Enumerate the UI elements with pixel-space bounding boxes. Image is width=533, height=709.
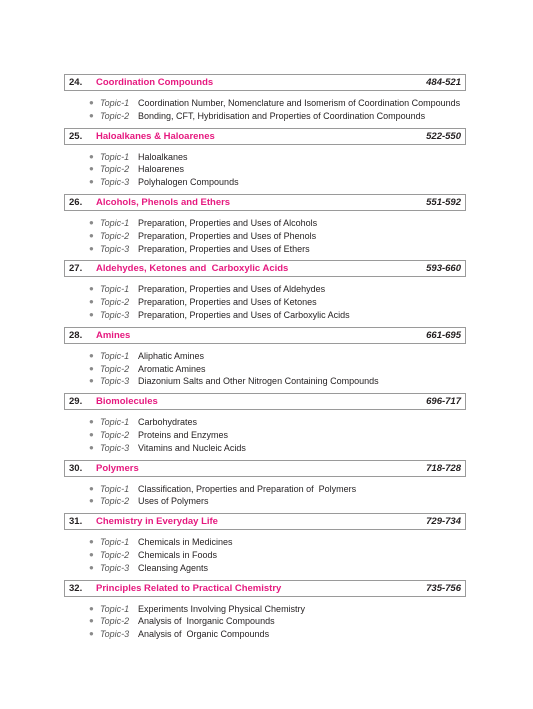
topic-text: Preparation, Properties and Uses of Aldehydes	[138, 284, 326, 295]
chapter-pages: 696-717	[426, 396, 461, 408]
bullet-icon: ●	[89, 429, 94, 439]
chapter-header[interactable]	[64, 513, 466, 530]
bullet-icon: ●	[89, 376, 94, 386]
topic-item	[89, 151, 466, 164]
topic-item	[89, 536, 466, 549]
chapter-header[interactable]	[64, 393, 466, 410]
chapter-header[interactable]	[64, 580, 466, 597]
topic-label: Topic-3	[100, 309, 130, 320]
topic-text: Aromatic Amines	[138, 363, 206, 374]
chapter-number: 28.	[69, 329, 83, 341]
bullet-icon: ●	[89, 177, 94, 187]
topic-list	[64, 283, 466, 321]
topic-item	[89, 442, 466, 455]
topic-label: Topic-1	[100, 98, 130, 108]
topic-text: Uses of Polymers	[138, 496, 209, 507]
topic-text: Coordination Number, Nomenclature and Isomerism of Coordination Compounds	[138, 98, 461, 108]
bullet-icon: ●	[89, 537, 94, 547]
chapter-25	[64, 128, 466, 189]
topic-label: Topic-1	[100, 417, 130, 428]
topic-item	[89, 363, 466, 376]
bullet-icon: ●	[89, 603, 94, 613]
chapter-pages: 593-660	[426, 263, 461, 275]
topic-item	[89, 230, 466, 243]
topic-item	[89, 628, 466, 641]
chapter-pages: 551-592	[426, 196, 461, 208]
chapter-title[interactable]: Haloalkanes & Haloarenes	[96, 130, 215, 142]
topic-item	[89, 350, 466, 363]
chapter-pages: 484-521	[426, 77, 461, 88]
chapter-number: 31.	[69, 516, 83, 528]
chapter-title[interactable]: Principles Related to Practical Chemistry	[96, 582, 282, 594]
topic-text: Bonding, CFT, Hybridisation and Properties of Coordination Compounds	[138, 110, 426, 121]
topic-text: Cleansing Agents	[138, 562, 209, 573]
topic-label: Topic-1	[100, 284, 130, 295]
topic-label: Topic-2	[100, 164, 130, 175]
topic-text: Preparation, Properties and Uses of Phenols	[138, 230, 317, 241]
chapter-pages: 729-734	[426, 516, 461, 528]
chapter-header[interactable]	[64, 74, 466, 91]
topic-text: Preparation, Properties and Uses of Ketones	[138, 297, 317, 308]
chapter-title[interactable]: Alcohols, Phenols and Ethers	[96, 196, 231, 208]
chapter-number: 27.	[69, 263, 83, 275]
topic-text: Aliphatic Amines	[138, 350, 205, 361]
topic-item	[89, 549, 466, 562]
topic-label: Topic-2	[100, 297, 130, 308]
bullet-icon: ●	[89, 243, 94, 253]
chapter-number: 32.	[69, 582, 83, 594]
chapter-header[interactable]	[64, 128, 466, 145]
bullet-icon: ●	[89, 483, 94, 493]
topic-label: Topic-1	[100, 483, 130, 494]
chapter-header[interactable]	[64, 460, 466, 477]
topic-text: Analysis of Inorganic Compounds	[138, 616, 275, 627]
bullet-icon: ●	[89, 562, 94, 572]
chapter-pages: 735-756	[426, 582, 461, 594]
topic-text: Classification, Properties and Preparation of Polymers	[138, 483, 357, 494]
bullet-icon: ●	[89, 496, 94, 506]
topic-text: Haloalkanes	[138, 151, 188, 162]
bullet-icon: ●	[89, 164, 94, 174]
topic-text: Chemicals in Foods	[138, 549, 218, 560]
topic-label: Topic-1	[100, 151, 130, 162]
topic-label: Topic-3	[100, 177, 130, 188]
table-of-contents	[64, 74, 466, 646]
bullet-icon: ●	[89, 309, 94, 319]
topic-item	[89, 603, 466, 616]
bullet-icon: ●	[89, 151, 94, 161]
topic-text: Preparation, Properties and Uses of Alcohols	[138, 217, 318, 228]
topic-label: Topic-1	[100, 603, 130, 614]
bullet-icon: ●	[89, 442, 94, 452]
topic-list	[64, 350, 466, 388]
chapter-title[interactable]: Polymers	[96, 462, 139, 474]
topic-item	[89, 495, 466, 508]
chapter-number: 29.	[69, 396, 83, 408]
chapter-31	[64, 513, 466, 574]
topic-label: Topic-1	[100, 350, 130, 361]
bullet-icon: ●	[89, 217, 94, 227]
topic-item	[89, 283, 466, 296]
topic-label: Topic-2	[100, 110, 130, 121]
topic-text: Proteins and Enzymes	[138, 429, 229, 440]
chapter-29	[64, 393, 466, 454]
topic-label: Topic-1	[100, 537, 130, 548]
topic-list	[64, 416, 466, 454]
bullet-icon: ●	[89, 284, 94, 294]
topic-label: Topic-3	[100, 442, 130, 453]
topic-text: Haloarenes	[138, 164, 185, 175]
topic-text: Vitamins and Nucleic Acids	[138, 442, 246, 453]
topic-item	[89, 483, 466, 496]
chapter-26	[64, 194, 466, 255]
chapter-title[interactable]: Amines	[96, 329, 131, 341]
chapter-title[interactable]: Biomolecules	[96, 396, 158, 408]
chapter-pages: 522-550	[426, 130, 461, 142]
chapter-header[interactable]	[64, 194, 466, 211]
topic-label: Topic-2	[100, 616, 130, 627]
chapter-pages: 718-728	[426, 462, 461, 474]
topic-list	[64, 536, 466, 574]
chapter-title[interactable]: Chemistry in Everyday Life	[96, 516, 218, 528]
bullet-icon: ●	[89, 549, 94, 559]
chapter-27	[64, 260, 466, 321]
topic-item	[89, 416, 466, 429]
chapter-title[interactable]: Aldehydes, Ketones and Carboxylic Acids	[96, 263, 289, 275]
bullet-icon: ●	[89, 297, 94, 307]
chapter-pages: 661-695	[426, 329, 461, 341]
topic-label: Topic-3	[100, 562, 130, 573]
topic-item	[89, 176, 466, 189]
topic-item	[89, 429, 466, 442]
topic-label: Topic-3	[100, 243, 130, 254]
chapter-32	[64, 580, 466, 641]
topic-item	[89, 309, 466, 322]
topic-text: Preparation, Properties and Uses of Carboxylic Acids	[138, 309, 350, 320]
bullet-icon: ●	[89, 98, 94, 107]
chapter-number: 30.	[69, 462, 83, 474]
topic-list	[64, 151, 466, 189]
topic-list	[64, 97, 466, 123]
chapter-number: 24.	[69, 77, 83, 88]
chapter-number: 25.	[69, 130, 83, 142]
bullet-icon: ●	[89, 110, 94, 120]
topic-item	[89, 163, 466, 176]
topic-list	[64, 483, 466, 509]
bullet-icon: ●	[89, 350, 94, 360]
topic-text: Carbohydrates	[138, 417, 198, 428]
topic-item	[89, 562, 466, 575]
topic-label: Topic-2	[100, 549, 130, 560]
bullet-icon: ●	[89, 417, 94, 427]
topic-text: Polyhalogen Compounds	[138, 177, 239, 188]
topic-label: Topic-2	[100, 230, 130, 241]
topic-item	[89, 615, 466, 628]
chapter-24	[64, 74, 466, 123]
topic-text: Preparation, Properties and Uses of Ethers	[138, 243, 310, 254]
chapter-header[interactable]	[64, 260, 466, 277]
topic-label: Topic-2	[100, 363, 130, 374]
topic-item	[89, 243, 466, 256]
topic-label: Topic-3	[100, 629, 130, 640]
bullet-icon: ●	[89, 616, 94, 626]
topic-item	[89, 375, 466, 388]
topic-text: Experiments Involving Physical Chemistry	[138, 603, 306, 614]
topic-list	[64, 217, 466, 255]
chapter-28	[64, 327, 466, 388]
chapter-30	[64, 460, 466, 509]
bullet-icon: ●	[89, 629, 94, 639]
bullet-icon: ●	[89, 230, 94, 240]
topic-label: Topic-3	[100, 376, 130, 387]
chapter-title[interactable]: Coordination Compounds	[96, 77, 214, 88]
topic-item	[89, 296, 466, 309]
topic-item	[89, 97, 466, 110]
topic-item	[89, 110, 466, 123]
topic-list	[64, 603, 466, 641]
topic-label: Topic-1	[100, 217, 130, 228]
topic-text: Diazonium Salts and Other Nitrogen Containing Compounds	[138, 376, 379, 387]
topic-text: Analysis of Organic Compounds	[138, 629, 270, 640]
topic-text: Chemicals in Medicines	[138, 537, 233, 548]
topic-item	[89, 217, 466, 230]
chapter-number: 26.	[69, 196, 83, 208]
topic-label: Topic-2	[100, 496, 130, 507]
chapter-header[interactable]	[64, 327, 466, 344]
topic-label: Topic-2	[100, 429, 130, 440]
bullet-icon: ●	[89, 363, 94, 373]
